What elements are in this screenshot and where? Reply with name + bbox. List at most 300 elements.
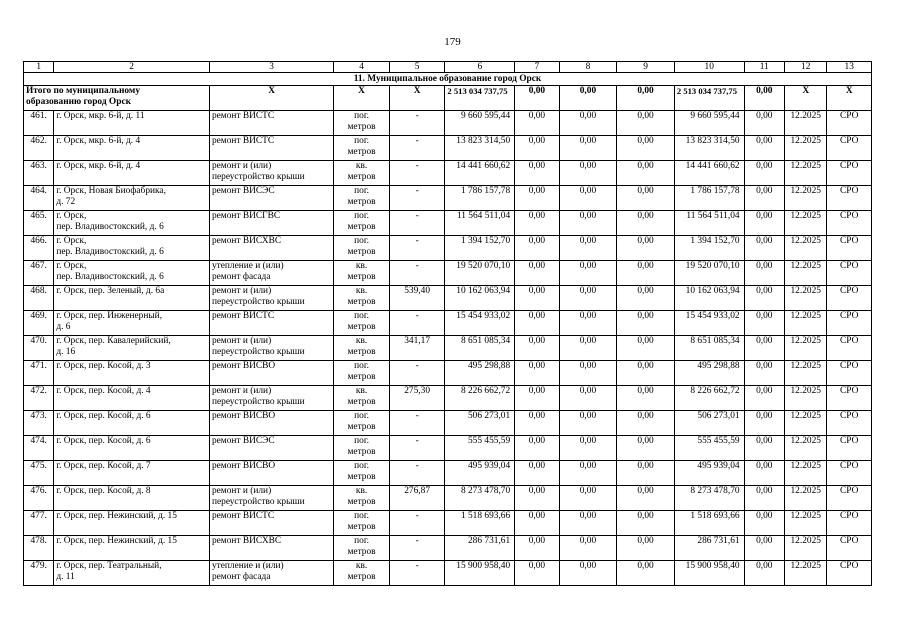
total-label-line1: Итого по муниципальному (26, 86, 141, 96)
column-number-cell: 11 (744, 62, 784, 73)
completion-date: 12.2025 (785, 461, 827, 486)
unit (334, 261, 390, 286)
total-c9: 0,00 (617, 86, 675, 111)
funding-method: СРО (827, 361, 872, 386)
unit (334, 511, 390, 536)
work-type (209, 236, 333, 261)
row-number: 477. (24, 511, 54, 536)
unit-line2: метров (347, 397, 376, 407)
address (54, 486, 210, 511)
cost: 14 441 660,62 (445, 161, 515, 186)
work-type (209, 386, 333, 411)
col10-value: 13 823 314,50 (674, 136, 744, 161)
unit-line1: кв. (355, 336, 368, 346)
col11-value: 0,00 (744, 386, 784, 411)
col7-value: 0,00 (515, 561, 559, 586)
cost: 8 273 478,70 (445, 486, 515, 511)
work-type (209, 261, 333, 286)
column-number-cell: 9 (617, 62, 675, 73)
address (54, 186, 210, 211)
total-label-line2: образованию город Орск (26, 97, 132, 107)
total-c6: 2 513 034 737,75 (445, 86, 515, 111)
unit-line1: пог. (354, 436, 369, 446)
unit-line1: кв. (355, 486, 368, 496)
col10-value: 15 900 958,40 (674, 561, 744, 586)
column-number-cell: 13 (827, 62, 872, 73)
cost: 15 454 933,02 (445, 311, 515, 336)
area: - (389, 161, 445, 186)
col9-value: 0,00 (617, 386, 675, 411)
col10-value: 19 520 070,10 (674, 261, 744, 286)
completion-date: 12.2025 (785, 436, 827, 461)
unit-line2: метров (347, 322, 376, 332)
row-number: 466. (24, 236, 54, 261)
completion-date: 12.2025 (785, 361, 827, 386)
work-type-line1: ремонт ВИСВО (211, 461, 276, 471)
table-row (24, 336, 872, 361)
col11-value: 0,00 (744, 211, 784, 236)
col11-value: 0,00 (744, 311, 784, 336)
address-line2: д. 16 (56, 347, 76, 357)
col7-value: 0,00 (515, 161, 559, 186)
col9-value: 0,00 (617, 536, 675, 561)
col7-value: 0,00 (515, 536, 559, 561)
address (54, 211, 210, 236)
col9-value: 0,00 (617, 461, 675, 486)
table-row (24, 411, 872, 436)
col9-value: 0,00 (617, 111, 675, 136)
address-line2: д. 11 (56, 572, 75, 582)
col8-value: 0,00 (559, 461, 617, 486)
col7-value: 0,00 (515, 411, 559, 436)
col8-value: 0,00 (559, 511, 617, 536)
cost: 8 651 085,34 (445, 336, 515, 361)
col9-value: 0,00 (617, 286, 675, 311)
address (54, 386, 210, 411)
work-type (209, 286, 333, 311)
completion-date: 12.2025 (785, 161, 827, 186)
col8-value: 0,00 (559, 336, 617, 361)
col11-value: 0,00 (744, 161, 784, 186)
table-row (24, 386, 872, 411)
address-line1: г. Орск, пер. Косой, д. 8 (56, 486, 151, 496)
col7-value: 0,00 (515, 311, 559, 336)
col10-value: 495 939,04 (674, 461, 744, 486)
cost: 8 226 662,72 (445, 386, 515, 411)
table-row (24, 111, 872, 136)
unit-line1: пог. (354, 111, 369, 121)
col8-value: 0,00 (559, 536, 617, 561)
completion-date: 12.2025 (785, 536, 827, 561)
area: - (389, 511, 445, 536)
row-number: 464. (24, 186, 54, 211)
address-line2: пер. Владивостокский, д. 6 (56, 247, 164, 257)
column-number-cell: 6 (445, 62, 515, 73)
area: - (389, 461, 445, 486)
col11-value: 0,00 (744, 361, 784, 386)
work-type-line2: переустройство крыши (211, 347, 305, 357)
completion-date: 12.2025 (785, 311, 827, 336)
address-line2: д. 6 (56, 322, 71, 332)
unit-line1: пог. (354, 461, 369, 471)
col11-value: 0,00 (744, 236, 784, 261)
table-row (24, 286, 872, 311)
funding-method: СРО (827, 486, 872, 511)
work-type-line2: переустройство крыши (211, 397, 305, 407)
unit-line1: пог. (354, 536, 369, 546)
completion-date: 12.2025 (785, 411, 827, 436)
col7-value: 0,00 (515, 211, 559, 236)
address (54, 136, 210, 161)
table-row (24, 161, 872, 186)
col11-value: 0,00 (744, 111, 784, 136)
unit-line2: метров (347, 147, 376, 157)
col11-value: 0,00 (744, 536, 784, 561)
unit-line2: метров (347, 572, 376, 582)
row-number: 468. (24, 286, 54, 311)
col11-value: 0,00 (744, 511, 784, 536)
cost: 9 660 595,44 (445, 111, 515, 136)
col7-value: 0,00 (515, 361, 559, 386)
table-row (24, 511, 872, 536)
funding-method: СРО (827, 111, 872, 136)
work-type (209, 111, 333, 136)
address-line1: г. Орск, пер. Кавалерийский, (56, 336, 171, 346)
unit-line1: пог. (354, 136, 369, 146)
area: - (389, 311, 445, 336)
address-line1: г. Орск, мкр. 6-й, д. 4 (56, 161, 141, 171)
table-row (24, 461, 872, 486)
unit-line2: метров (347, 422, 376, 432)
unit (334, 386, 390, 411)
address (54, 411, 210, 436)
cost: 13 823 314,50 (445, 136, 515, 161)
col7-value: 0,00 (515, 236, 559, 261)
cost: 495 939,04 (445, 461, 515, 486)
cost: 19 520 070,10 (445, 261, 515, 286)
unit-line2: метров (347, 372, 376, 382)
column-number-cell: 3 (209, 62, 333, 73)
col9-value: 0,00 (617, 186, 675, 211)
address (54, 286, 210, 311)
col10-value: 495 298,88 (674, 361, 744, 386)
funding-method: СРО (827, 136, 872, 161)
unit-line1: пог. (354, 361, 369, 371)
completion-date: 12.2025 (785, 386, 827, 411)
unit-line1: кв. (355, 561, 368, 571)
area: - (389, 561, 445, 586)
row-number: 461. (24, 111, 54, 136)
completion-date: 12.2025 (785, 111, 827, 136)
completion-date: 12.2025 (785, 286, 827, 311)
column-number-row (24, 62, 872, 73)
work-type (209, 136, 333, 161)
col7-value: 0,00 (515, 511, 559, 536)
col8-value: 0,00 (559, 136, 617, 161)
unit (334, 161, 390, 186)
work-type-line1: ремонт и (или) (211, 336, 272, 346)
funding-method: СРО (827, 186, 872, 211)
col10-value: 10 162 063,94 (674, 286, 744, 311)
cost: 1 786 157,78 (445, 186, 515, 211)
unit-line1: пог. (354, 186, 369, 196)
col11-value: 0,00 (744, 286, 784, 311)
col7-value: 0,00 (515, 486, 559, 511)
col7-value: 0,00 (515, 186, 559, 211)
col9-value: 0,00 (617, 411, 675, 436)
cost: 10 162 063,94 (445, 286, 515, 311)
funding-method: СРО (827, 336, 872, 361)
row-number: 476. (24, 486, 54, 511)
funding-method: СРО (827, 436, 872, 461)
total-c10: 2 513 034 737,75 (674, 86, 744, 111)
work-type-line1: ремонт и (или) (211, 161, 272, 171)
work-type (209, 486, 333, 511)
unit (334, 411, 390, 436)
unit-line1: кв. (355, 286, 368, 296)
work-type-line1: ремонт ВИСЭС (211, 436, 275, 446)
page-number: 179 (444, 36, 461, 48)
column-number-cell: 7 (515, 62, 559, 73)
table-row (24, 361, 872, 386)
col10-value: 15 454 933,02 (674, 311, 744, 336)
col9-value: 0,00 (617, 211, 675, 236)
address-line1: г. Орск, пер. Косой, д. 6 (56, 436, 151, 446)
cost: 1 394 152,70 (445, 236, 515, 261)
work-type-line1: ремонт ВИСВО (211, 361, 276, 371)
area: - (389, 411, 445, 436)
col10-value: 11 564 511,04 (674, 211, 744, 236)
col10-value: 1 394 152,70 (674, 236, 744, 261)
unit (334, 461, 390, 486)
total-label (24, 86, 210, 111)
col11-value: 0,00 (744, 436, 784, 461)
col8-value: 0,00 (559, 436, 617, 461)
unit-line2: метров (347, 472, 376, 482)
area: - (389, 361, 445, 386)
col10-value: 9 660 595,44 (674, 111, 744, 136)
unit (334, 336, 390, 361)
table-row (24, 561, 872, 586)
col7-value: 0,00 (515, 436, 559, 461)
total-c5: X (389, 86, 445, 111)
work-type-line1: ремонт ВИСХВС (211, 536, 282, 546)
work-type-line1: ремонт ВИСТС (211, 111, 275, 121)
address-line1: г. Орск, мкр. 6-й, д. 4 (56, 136, 141, 146)
address-line1: г. Орск, пер. Театральный, (56, 561, 162, 571)
work-type (209, 436, 333, 461)
col7-value: 0,00 (515, 336, 559, 361)
row-number: 478. (24, 536, 54, 561)
row-number: 462. (24, 136, 54, 161)
area: - (389, 111, 445, 136)
unit-line2: метров (347, 347, 376, 357)
col8-value: 0,00 (559, 111, 617, 136)
address-line1: г. Орск, пер. Инженерный, (56, 311, 163, 321)
col10-value: 8 226 662,72 (674, 386, 744, 411)
col8-value: 0,00 (559, 286, 617, 311)
address (54, 436, 210, 461)
address-line1: г. Орск, (56, 261, 87, 271)
work-type-line2: переустройство крыши (211, 172, 305, 182)
col8-value: 0,00 (559, 261, 617, 286)
unit-line2: метров (347, 447, 376, 457)
work-type-line1: ремонт ВИСТС (211, 311, 275, 321)
funding-method: СРО (827, 561, 872, 586)
col7-value: 0,00 (515, 286, 559, 311)
funding-method: СРО (827, 386, 872, 411)
total-c4: X (334, 86, 390, 111)
col8-value: 0,00 (559, 186, 617, 211)
col9-value: 0,00 (617, 561, 675, 586)
area: - (389, 261, 445, 286)
area: - (389, 136, 445, 161)
work-type-line1: утепление и (или) (211, 561, 284, 571)
unit (334, 311, 390, 336)
table-row (24, 536, 872, 561)
table-row (24, 261, 872, 286)
funding-method: СРО (827, 511, 872, 536)
area: - (389, 186, 445, 211)
col9-value: 0,00 (617, 236, 675, 261)
col11-value: 0,00 (744, 411, 784, 436)
col11-value: 0,00 (744, 561, 784, 586)
unit-line1: пог. (354, 411, 369, 421)
col9-value: 0,00 (617, 161, 675, 186)
funding-method: СРО (827, 461, 872, 486)
address (54, 311, 210, 336)
work-type (209, 186, 333, 211)
unit (334, 536, 390, 561)
address (54, 261, 210, 286)
table-row (24, 486, 872, 511)
row-number: 473. (24, 411, 54, 436)
completion-date: 12.2025 (785, 186, 827, 211)
address-line1: г. Орск, пер. Косой, д. 4 (56, 386, 151, 396)
col8-value: 0,00 (559, 361, 617, 386)
unit (334, 561, 390, 586)
work-type (209, 536, 333, 561)
work-type-line1: утепление и (или) (211, 261, 284, 271)
row-number: 479. (24, 561, 54, 586)
address (54, 536, 210, 561)
table-row (24, 186, 872, 211)
completion-date: 12.2025 (785, 261, 827, 286)
address-line1: г. Орск, пер. Косой, д. 3 (56, 361, 151, 371)
col8-value: 0,00 (559, 236, 617, 261)
cost: 495 298,88 (445, 361, 515, 386)
row-number: 475. (24, 461, 54, 486)
unit (334, 361, 390, 386)
address (54, 461, 210, 486)
work-type (209, 161, 333, 186)
col10-value: 8 651 085,34 (674, 336, 744, 361)
column-number-cell: 12 (785, 62, 827, 73)
cost: 555 455,59 (445, 436, 515, 461)
col9-value: 0,00 (617, 311, 675, 336)
col10-value: 1 518 693,66 (674, 511, 744, 536)
address-line1: г. Орск, (56, 211, 87, 221)
address (54, 336, 210, 361)
table-row (24, 236, 872, 261)
address (54, 511, 210, 536)
col7-value: 0,00 (515, 461, 559, 486)
completion-date: 12.2025 (785, 486, 827, 511)
col11-value: 0,00 (744, 261, 784, 286)
area: 276,87 (389, 486, 445, 511)
col7-value: 0,00 (515, 111, 559, 136)
unit-line2: метров (347, 272, 376, 282)
unit-line1: кв. (355, 161, 368, 171)
unit-line2: метров (347, 497, 376, 507)
col8-value: 0,00 (559, 386, 617, 411)
table-row (24, 311, 872, 336)
column-number-cell: 2 (54, 62, 210, 73)
total-c11: 0,00 (744, 86, 784, 111)
completion-date: 12.2025 (785, 211, 827, 236)
work-type (209, 411, 333, 436)
unit-line2: метров (347, 122, 376, 132)
work-type-line1: ремонт и (или) (211, 286, 272, 296)
area: 341,17 (389, 336, 445, 361)
section-header-row (24, 73, 872, 86)
total-c3: X (209, 86, 333, 111)
work-type-line1: ремонт и (или) (211, 486, 272, 496)
col11-value: 0,00 (744, 136, 784, 161)
col10-value: 286 731,61 (674, 536, 744, 561)
work-type (209, 311, 333, 336)
section-title: 11. Муниципальное образование город Орск (24, 73, 872, 86)
work-type (209, 461, 333, 486)
area: - (389, 236, 445, 261)
funding-method: СРО (827, 261, 872, 286)
area: 275,30 (389, 386, 445, 411)
work-type (209, 336, 333, 361)
unit (334, 111, 390, 136)
funding-method: СРО (827, 236, 872, 261)
col11-value: 0,00 (744, 186, 784, 211)
funding-method: СРО (827, 211, 872, 236)
address (54, 161, 210, 186)
column-number-cell: 5 (389, 62, 445, 73)
funding-method: СРО (827, 286, 872, 311)
address (54, 561, 210, 586)
unit-line2: метров (347, 522, 376, 532)
completion-date: 12.2025 (785, 236, 827, 261)
area: 539,40 (389, 286, 445, 311)
work-type-line1: ремонт ВИСГВС (211, 211, 281, 221)
work-type (209, 511, 333, 536)
col8-value: 0,00 (559, 561, 617, 586)
area: - (389, 436, 445, 461)
unit (334, 236, 390, 261)
work-type-line2: ремонт фасада (211, 572, 271, 582)
table-row (24, 136, 872, 161)
col8-value: 0,00 (559, 211, 617, 236)
col9-value: 0,00 (617, 511, 675, 536)
col10-value: 8 273 478,70 (674, 486, 744, 511)
completion-date: 12.2025 (785, 336, 827, 361)
unit-line2: метров (347, 172, 376, 182)
total-row (24, 86, 872, 111)
address-line1: г. Орск, пер. Нежинский, д. 15 (56, 511, 177, 521)
col9-value: 0,00 (617, 261, 675, 286)
row-number: 474. (24, 436, 54, 461)
col9-value: 0,00 (617, 336, 675, 361)
work-type-line1: ремонт ВИСВО (211, 411, 276, 421)
address-line1: г. Орск, пер. Косой, д. 7 (56, 461, 151, 471)
funding-method: СРО (827, 411, 872, 436)
